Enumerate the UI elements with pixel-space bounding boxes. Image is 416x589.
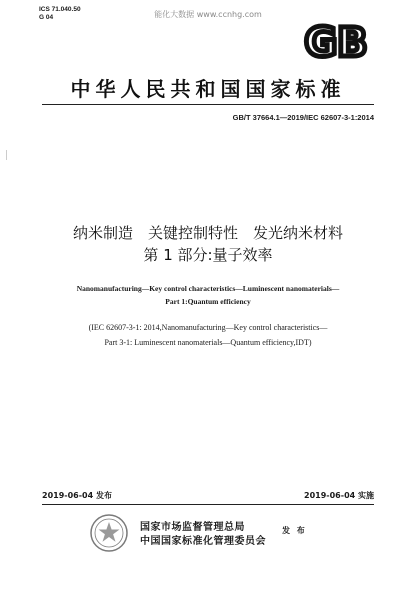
en-title-line1: Nanomanufacturing—Key control characteristics—Luminescent nanomaterials— — [76, 284, 340, 293]
watermark: 能化大数据 www.ccnhg.com — [154, 10, 262, 19]
ics-code: ICS 71.040.50 — [39, 6, 81, 13]
standard-code: GB/T 37664.1—2019/IEC 62607-3-1:2014 — [232, 113, 374, 122]
issuer-line1: 国家市场监督管理总局 — [140, 522, 245, 533]
margin-mark — [6, 150, 11, 160]
bottom-divider — [42, 504, 374, 505]
zh-title-line2: 第 1 部分:量子效率 — [143, 246, 273, 264]
idt-line1: (IEC 62607-3-1: 2014,Nanomanufacturing—Key control characteristics— — [88, 323, 328, 332]
implement-date: 2019-06-04 实施 — [304, 491, 374, 500]
national-standard-title: 中华人民共和国国家标准 — [70, 77, 346, 101]
en-title-line2: Part 1:Quantum efficiency — [165, 297, 251, 306]
gb-logo-text: GB — [304, 20, 368, 60]
ccs-code: G 04 — [39, 14, 54, 21]
idt-line2: Part 3-1: Luminescent nanomaterials—Quantum efficiency,IDT) — [104, 338, 312, 347]
zh-title-line1: 纳米制造 关键控制特性 发光纳米材料 — [72, 224, 343, 242]
publish-date: 2019-06-04 发布 — [42, 491, 112, 500]
top-divider — [42, 104, 374, 105]
gb-logo — [303, 20, 369, 60]
issue-action: 发 布 — [282, 526, 307, 535]
issuer-line2: 中国国家标准化管理委员会 — [140, 536, 266, 547]
seal-emblem-icon — [89, 513, 129, 553]
